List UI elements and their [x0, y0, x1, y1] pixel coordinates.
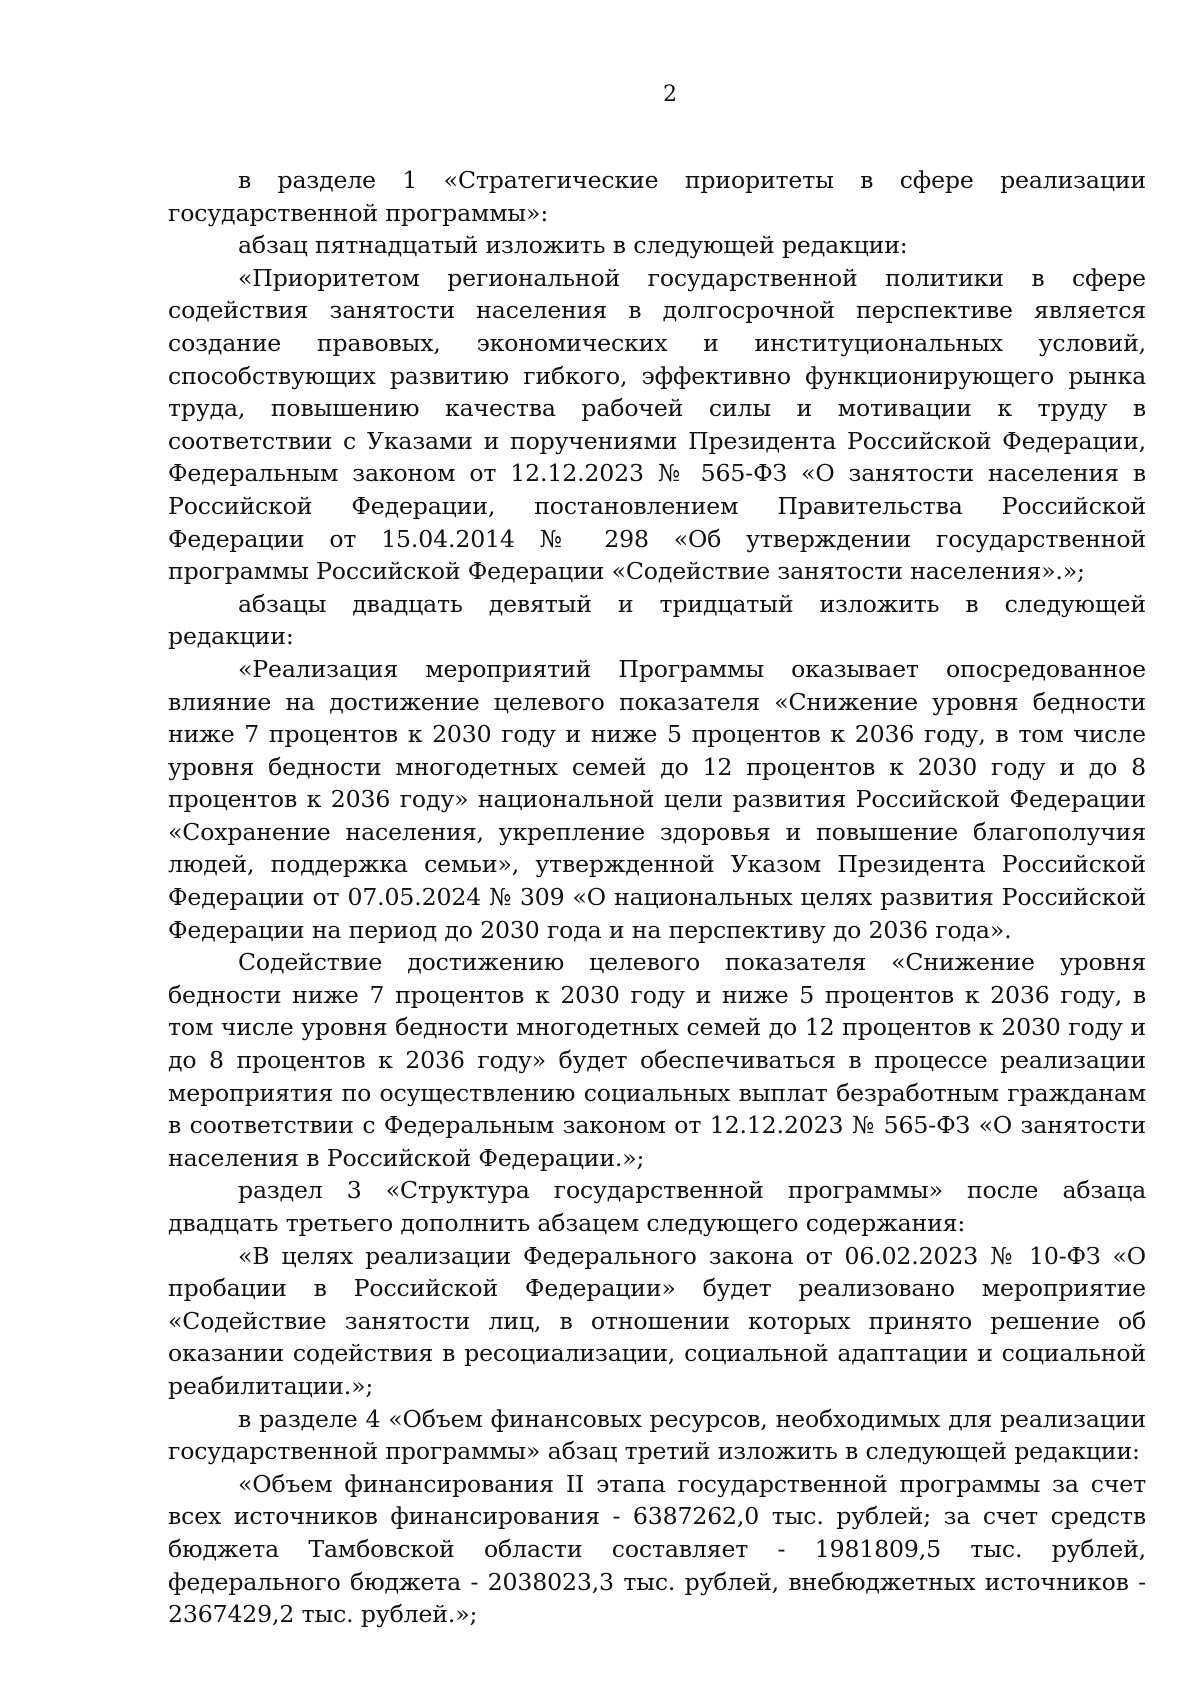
paragraph-section-3-instruction: раздел 3 «Структура государственной программы» после абзаца двадцать третьего дополнить абзацем следующего содержания: — [168, 1176, 1146, 1237]
paragraph-assistance-target: Содействие достижению целевого показателя «Снижение уровня бедности ниже 7 процентов к 2030 году и ниже 5 процентов к 2036 году, в том числе уровня бедности многодетных семей до 12 процентов к 2030 году и до 8 процентов к 2036 году» будет обеспечиваться в процессе реализации мероприятия по осуществлению социальных выплат безработным гражданам в соответствии с Федеральным законом от 12.12.2023 № 565-ФЗ «О занятости населения в Российской Федерации.»; — [168, 948, 1146, 1172]
paragraph-priority-quote: «Приоритетом региональной государственной политики в сфере содействия занятости населения в долгосрочной перспективе является создание правовых, экономических и институциональных условий, способствующих развитию гибкого, эффективно функционирующего рынка труда, повышению качества рабочей силы и мотивации к труду в соответствии с Указами и поручениями Президента Российской Федерации, Федеральным законом от 12.12.2023 № 565-ФЗ «О занятости населения в Российской Федерации, постановлением Правительства Российской Федерации от 15.04.2014 № 298 «Об утверждении государственной программы Российской Федерации «Содействие занятости населения».»; — [168, 263, 1146, 586]
paragraph-fifteenth-instruction: абзац пятнадцатый изложить в следующей редакции: — [238, 231, 908, 260]
page-number: 2 — [663, 82, 677, 107]
paragraph-implementation-quote: «Реализация мероприятий Программы оказывает опосредованное влияние на достижение целевого показателя «Снижение уровня бедности ниже 7 процентов к 2030 году и ниже 5 процентов к 2036 году, в том числе уровня бедности многодетных семей до 12 процентов к 2030 году и до 8 процентов к 2036 году» национальной цели развития Российской Федерации «Сохранение населения, укрепление здоровья и повышение благополучия людей, поддержка семьи», утвержденной Указом Президента Российской Федерации от 07.05.2024 № 309 «О национальных целях развития Российской Федерации на период до 2030 года и на перспективу до 2036 года». — [168, 654, 1146, 944]
paragraph-section-4-instruction: в разделе 4 «Объем финансовых ресурсов, необходимых для реализации государственной программы» абзац третий изложить в следующей редакции: — [168, 1404, 1146, 1466]
paragraph-probation-quote: «В целях реализации Федерального закона от 06.02.2023 № 10-ФЗ «О пробации в Российской Федерации» будет реализовано мероприятие «Содействие занятости лиц, в отношении которых принято решение об оказании содействия в ресоциализации, социальной адаптации и социальной реабилитации.»; — [168, 1241, 1146, 1400]
paragraph-29-30-instruction: абзацы двадцать девятый и тридцатый изложить в следующей редакции: — [168, 589, 1146, 651]
paragraph-section-1-intro: в разделе 1 «Стратегические приоритеты в сфере реализации государственной программы»: — [168, 166, 1146, 227]
paragraph-financing-quote: «Объем финансирования II этапа государственной программы за счет всех источников финансирования - 6387262,0 тыс. рублей; за счет средств бюджета Тамбовской области составляет - 1981809,5 тыс. рублей, федерального бюджета - 2038023,3 тыс. рублей, внебюджетных источников - 2367429,2 тыс. рублей.»; — [168, 1469, 1146, 1629]
document-body — [168, 164, 1146, 1631]
